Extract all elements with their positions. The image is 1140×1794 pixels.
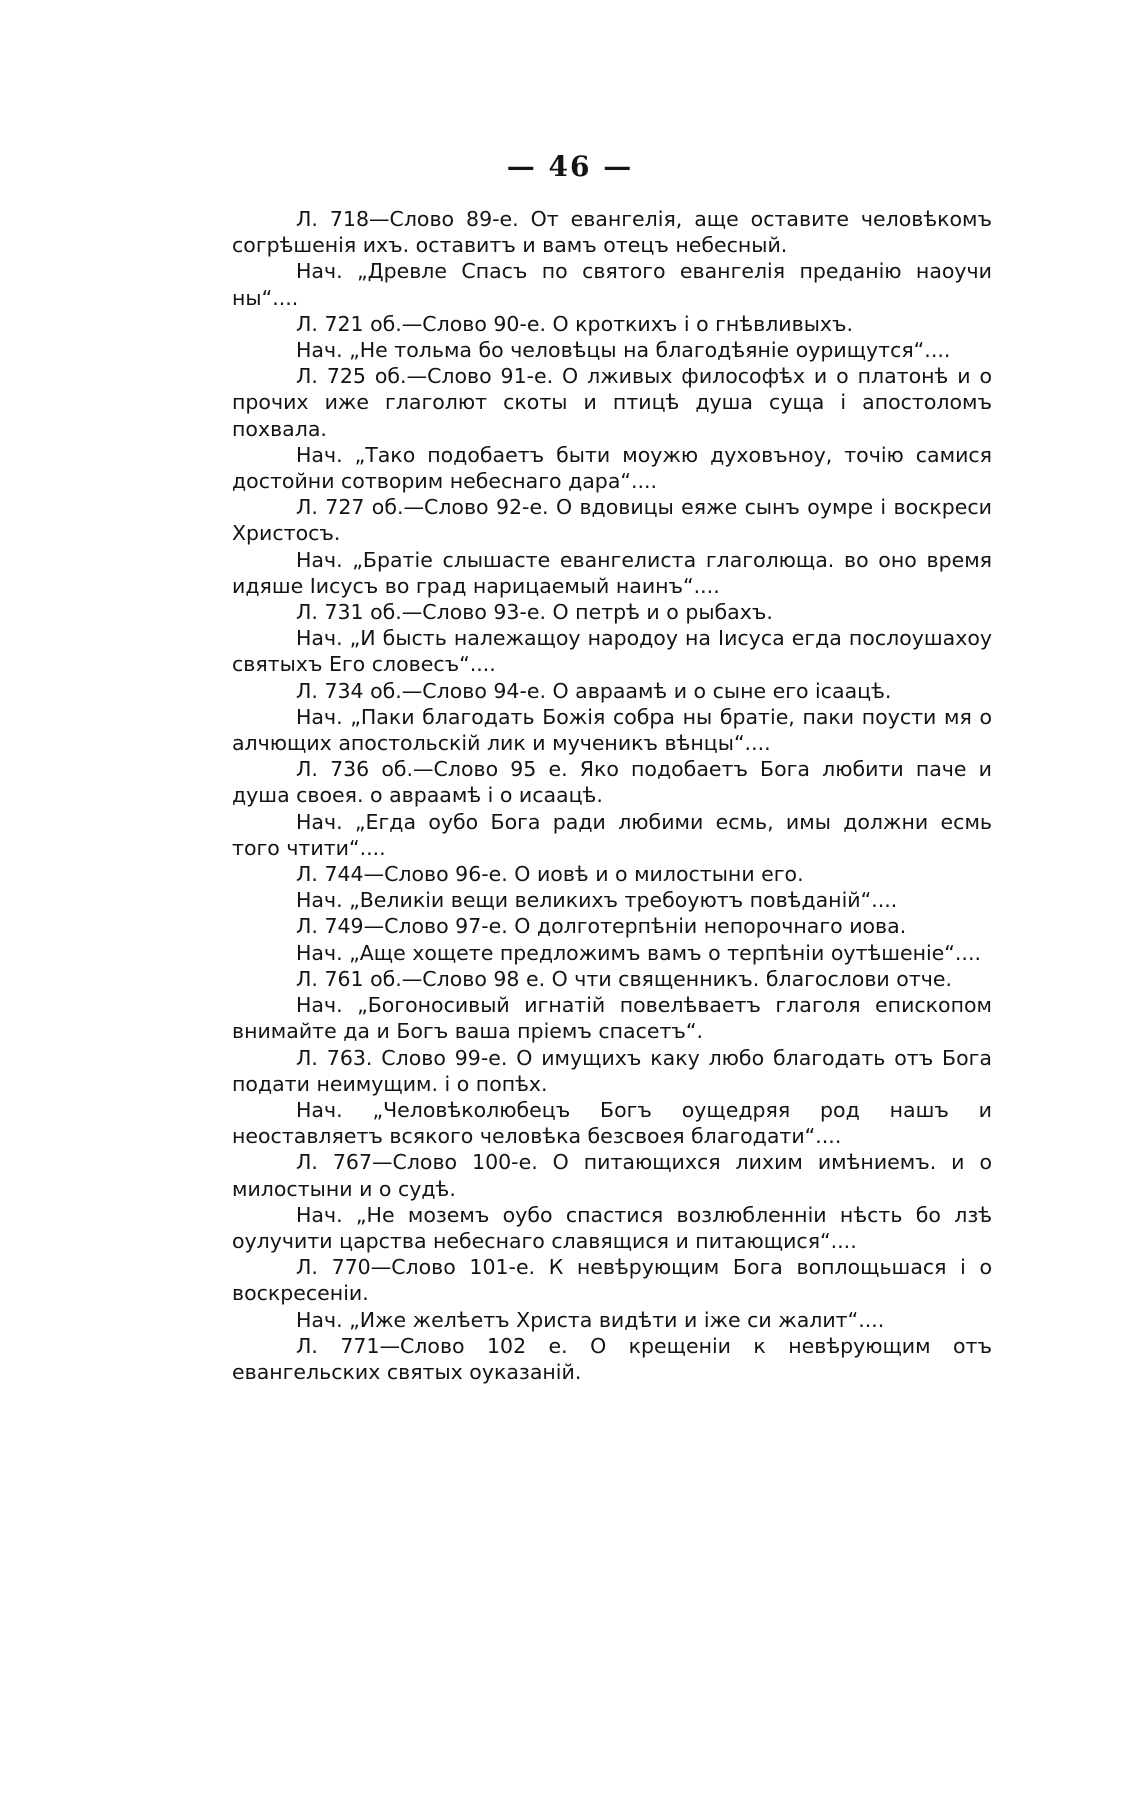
text-paragraph: Л. 736 об.—Слово 95 е. Яко подобаетъ Бога любити паче и душа своея. о авраамѣ і о исаацѣ. [232,757,992,808]
text-block [232,206,992,1385]
text-paragraph: Л. 727 об.—Слово 92-е. О вдовицы еяже сынъ оумре і воскреси Христосъ. [232,495,992,546]
text-paragraph: Л. 721 об.—Слово 90-е. О кроткихъ і о гнѣвливыхъ. [296,311,854,336]
text-paragraph: Нач. „И бысть належащоу народоу на Іисуса егда послоушахоу святыхъ Его словесъ“.... [232,626,992,677]
text-paragraph: Л. 734 об.—Слово 94-е. О авраамѣ и о сыне его ісаацѣ. [296,678,892,703]
text-paragraph: Нач. „Древле Спасъ по святого евангелія преданію наоучи ны“.... [232,259,992,310]
text-paragraph: Нач. „Братіе слышасте евангелиста глаголюща. во оно время идяше Іисусъ во град нарицаемый наинъ“.... [232,547,992,598]
text-paragraph: Л. 749—Слово 97-е. О долготерпѣніи непорочнаго иова. [296,914,907,939]
text-paragraph: Л. 725 об.—Слово 91-е. О лживых философѣх и о платонѣ и о прочих иже глаголют скоты и птицѣ душа суща і апостоломъ похвала. [232,364,992,441]
text-paragraph: Л. 761 об.—Слово 98 е. О чти священникъ. благослови отче. [296,966,952,991]
text-paragraph: Нач. „Иже желѣетъ Христа видѣти и іже си жалит“.... [296,1307,885,1332]
text-paragraph: Л. 731 об.—Слово 93-е. О петрѣ и о рыбахъ. [296,600,773,625]
text-paragraph: Л. 767—Слово 100-е. О питающихся лихим имѣниемъ. и о милостыни и о судѣ. [232,1150,992,1201]
text-paragraph: Нач. „Великіи вещи великихъ требоуютъ повѣданій“.... [296,888,898,913]
text-paragraph: Нач. „Егда оубо Бога ради любими есмь, имы должни есмь того чтити“.... [232,809,992,860]
text-paragraph: Нач. „Не моземъ оубо спастися возлюбленніи нѣсть бо лзѣ оулучити царства небеснаго славящися и питающися“.... [232,1202,992,1253]
text-paragraph: Нач. „Аще хощете предложимъ вамъ о терпѣніи оутѣшеніе“.... [296,940,981,965]
text-paragraph: Нач. „Богоносивый игнатій повелѣваетъ глаголя епископом внимайте да и Богъ ваша пріемъ спасетъ“. [232,993,992,1044]
text-paragraph: Л. 771—Слово 102 е. О крещеніи к невѣрующим отъ евангельских святых оуказаній. [232,1333,992,1384]
text-paragraph: Нач. „Тако подобаетъ быти моужю духовъноу, точію самися достойни сотворим небеснаго дара“.... [232,442,992,494]
text-paragraph: Нач. „Человѣколюбецъ Богъ оущедряя род нашъ и неоставляетъ всякого человѣка безсвоея благодати“.... [232,1097,992,1149]
text-paragraph: Нач. „Паки благодать Божія собра ны братіе, паки поусти мя о алчющих апостольскій лик и мученикъ вѣнцы“.... [232,704,992,756]
text-paragraph: Нач. „Не тольма бо человѣцы на благодѣяніе оурищутся“.... [296,338,951,363]
text-paragraph: Л. 770—Слово 101-е. К невѣрующим Бога воплощьшася і о воскресеніи. [232,1255,992,1306]
page-number: — 46 — [506,150,634,183]
text-paragraph: Л. 718—Слово 89-е. От евангелія, аще оставите человѣкомъ согрѣшенія ихъ. оставитъ и вамъ отецъ небесный. [232,207,992,258]
text-paragraph: Л. 744—Слово 96-е. О иовѣ и о милостыни его. [296,862,804,887]
text-paragraph: Л. 763. Слово 99-е. О имущихъ каку любо благодать отъ Бога подати неимущим. і о попѣх. [232,1045,992,1096]
